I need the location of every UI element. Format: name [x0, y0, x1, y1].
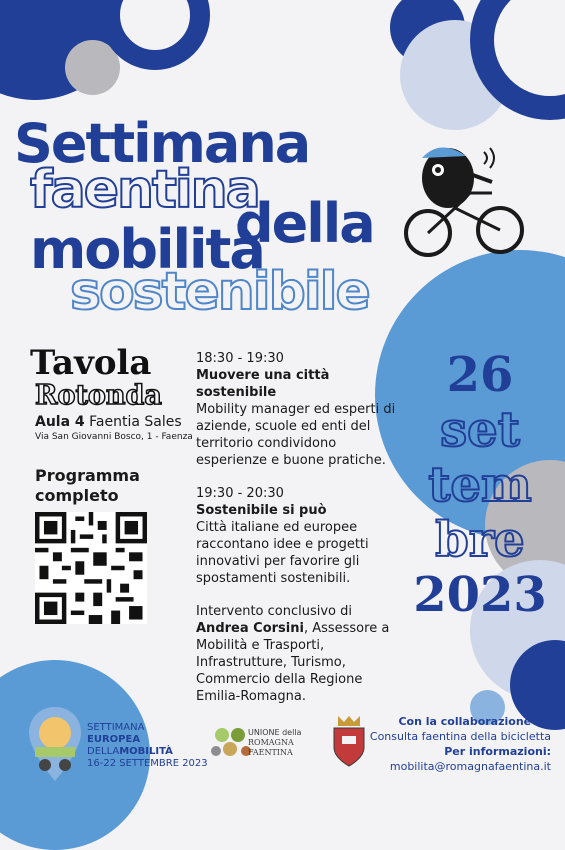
event-location [35, 414, 182, 430]
sem-line-1: SETTIMANA [87, 722, 145, 733]
title-line-4: della [235, 192, 374, 255]
session-1-time: 18:30 - 19:30 [196, 351, 284, 366]
session-1-title: Muovere una città sostenibile [196, 368, 330, 400]
date-month-3: bre [435, 512, 525, 568]
closing-role: , Assessore a Mobilità e Trasporti, Infrastrutture, Turismo, Commercio della Regione Emilia-Romagna. [196, 621, 390, 704]
room-label: Aula 4 [35, 414, 85, 430]
closing-speech [196, 603, 396, 705]
collab-label: Con la collaborazione di: [398, 715, 551, 728]
title-line-1: Settimana [14, 112, 310, 175]
collab-name: Consulta faentina della bicicletta [369, 730, 551, 743]
program-label: Programma completo [35, 466, 140, 505]
session-2-time: 19:30 - 20:30 [196, 486, 284, 501]
event-subtitle: Rotonda [35, 380, 162, 411]
session-2 [196, 485, 396, 587]
title-line-5: sostenibile [70, 262, 369, 322]
venue-name: Faentia Sales [89, 414, 182, 430]
unione-line-2: ROMAGNA [248, 738, 294, 747]
session-2-text: Città italiane ed europee raccontano idee e progetti innovativi per favorire gli spostamenti sostenibili. [196, 520, 369, 586]
unione-line-3: FAENTINA [248, 748, 293, 757]
title-line-2: faentina [30, 160, 259, 220]
info-label: Per informazioni: [444, 745, 551, 758]
date-year: 2023 [413, 567, 547, 623]
date-day: 26 [446, 347, 514, 403]
date-month-1: set [440, 402, 520, 458]
event-address: Via San Giovanni Bosco, 1 - Faenza [35, 432, 193, 442]
sem-dates: 16-22 SETTEMBRE 2023 [87, 758, 208, 769]
unione-line-1: UNIONE della [248, 728, 302, 737]
mobility-week-logo-icon [25, 705, 85, 785]
cyclist-illustration [400, 138, 530, 263]
title-line-3: mobilità [30, 218, 264, 281]
footer-info [341, 714, 551, 774]
sem-line-3: DELLAMOBILITÀ [87, 746, 173, 757]
mobility-week-logo-text [87, 722, 208, 770]
unione-logo-text [248, 728, 301, 758]
session-2-title: Sostenibile si può [196, 503, 327, 518]
date-month-2: tem [428, 457, 532, 513]
unione-logo-icon [210, 725, 252, 761]
session-1-text: Mobility manager ed esperti di aziende, scuole ed enti del territorio condividono esperienze e buone pratiche. [196, 402, 396, 468]
session-1 [196, 350, 396, 469]
event-title: Tavola [30, 343, 152, 383]
sem-line-2: EUROPEA [87, 734, 141, 745]
closing-intro: Intervento conclusivo di [196, 604, 352, 619]
qr-code[interactable] [35, 512, 147, 624]
closing-speaker: Andrea Corsini [196, 621, 304, 636]
info-email[interactable]: mobilita@romagnafaentina.it [389, 760, 551, 773]
